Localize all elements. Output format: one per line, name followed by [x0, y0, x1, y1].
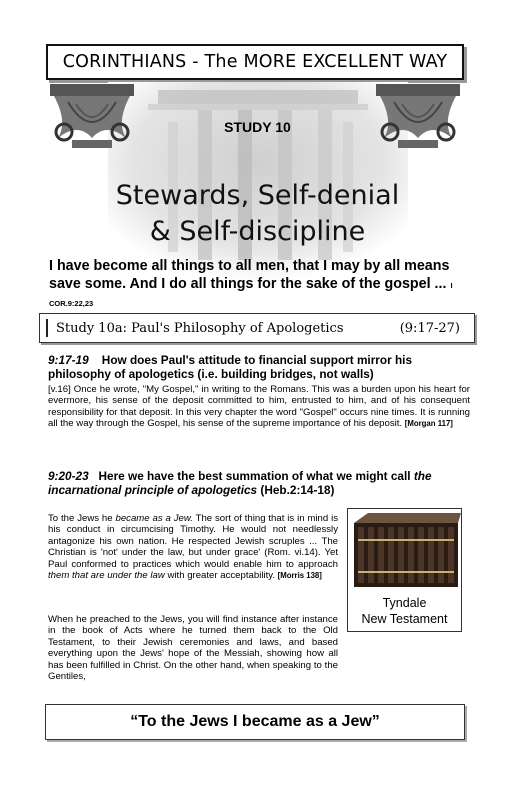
- key-verse-text: I have become all things to all men, that I may by all means save some. And I do all things for the sake of the gospel ...: [49, 258, 450, 292]
- series-title: CORINTHIANS - The MORE EXCELLENT WAY: [62, 52, 448, 72]
- answer-2-text-a: To the Jews he: [48, 513, 113, 524]
- question-2-reference: (Heb.2:14-18): [260, 483, 335, 497]
- pull-quote-text: “To the Jews I became as a Jew”: [130, 713, 380, 730]
- answer-2-part-1: [48, 513, 338, 581]
- left-capital-image: [50, 84, 134, 148]
- study-title-line2: & Self-discipline: [149, 216, 366, 247]
- book-caption: [347, 595, 462, 627]
- answer-1-text: [v.16] Once he wrote, "My Gospel," in writing to the Romans. This was a burden upon his heart for evermore, his sense of the deposit committed to him, entrusted to him, and of his consequent responsibility for that deposit. In this very chapter the word "Gospel" occurs nine times. It is running all the way through the Gospel, his sense of the supreme importance of his deposit.: [48, 384, 470, 430]
- question-2-text: Here we have the best summation of what we might call: [98, 469, 411, 483]
- section-heading-box: [39, 313, 475, 343]
- question-2-ref: 9:20-23: [48, 469, 89, 483]
- question-1: [48, 353, 470, 381]
- question-1-text: How does Paul's attitude to financial support mirror his philosophy of apologetics (i.e. building bridges, not walls): [48, 353, 413, 381]
- right-capital-image: [376, 84, 460, 148]
- pull-quote-box: [45, 704, 465, 740]
- answer-2-text-b: The sort of thing that is in mind is his conduct in circumcising Timothy. He would not needlessly antagonize his own nation. He respected Jewish scruples ... The Christian is 'not' under the law, but under grace' (Rom. vi.14). Yet Paul conformed to practices which would enable him to approach: [48, 513, 338, 570]
- question-2: [48, 469, 470, 497]
- question-2-emphasis: the incarnational principle of apologetics: [48, 469, 432, 497]
- study-title-line1: Stewards, Self-denial: [115, 180, 400, 211]
- book-set-image: [348, 509, 461, 595]
- key-verse-reference: I COR.9:22,23: [49, 280, 453, 308]
- study-number: STUDY 10: [224, 119, 291, 135]
- section-heading-label: Study 10a: Paul's Philosophy of Apologetics: [56, 320, 344, 336]
- section-heading-range: (9:17-27): [399, 320, 460, 336]
- key-verse: [49, 258, 469, 313]
- answer-2-part-2-wrap: [48, 614, 338, 682]
- answer-1: [48, 384, 470, 430]
- series-title-box: [46, 44, 464, 80]
- book-caption-line1: Tyndale: [382, 596, 427, 610]
- answer-2-emphasis-b: them that are under the law: [48, 570, 165, 582]
- book-caption-line2: New Testament: [361, 612, 448, 626]
- study-title: [0, 178, 515, 250]
- question-1-ref: 9:17-19: [48, 353, 89, 367]
- answer-2-emphasis-a: became as a Jew.: [115, 513, 193, 524]
- answer-2-citation: [Morris 138]: [277, 571, 322, 581]
- answer-2-text-d: When he preached to the Jews, you will find instance after instance in the book of Acts where he turned them back to the Old Testament, to their Jewish ceremonies and laws, and based everything upon the Jews' hope of the Messiah, showing how all has been fulfilled in Christ. On the other hand, when speaking to the Gentiles,: [48, 614, 338, 683]
- answer-2-text-c: with greater acceptability.: [164, 570, 275, 582]
- answer-1-citation: [Morgan 117]: [404, 419, 453, 429]
